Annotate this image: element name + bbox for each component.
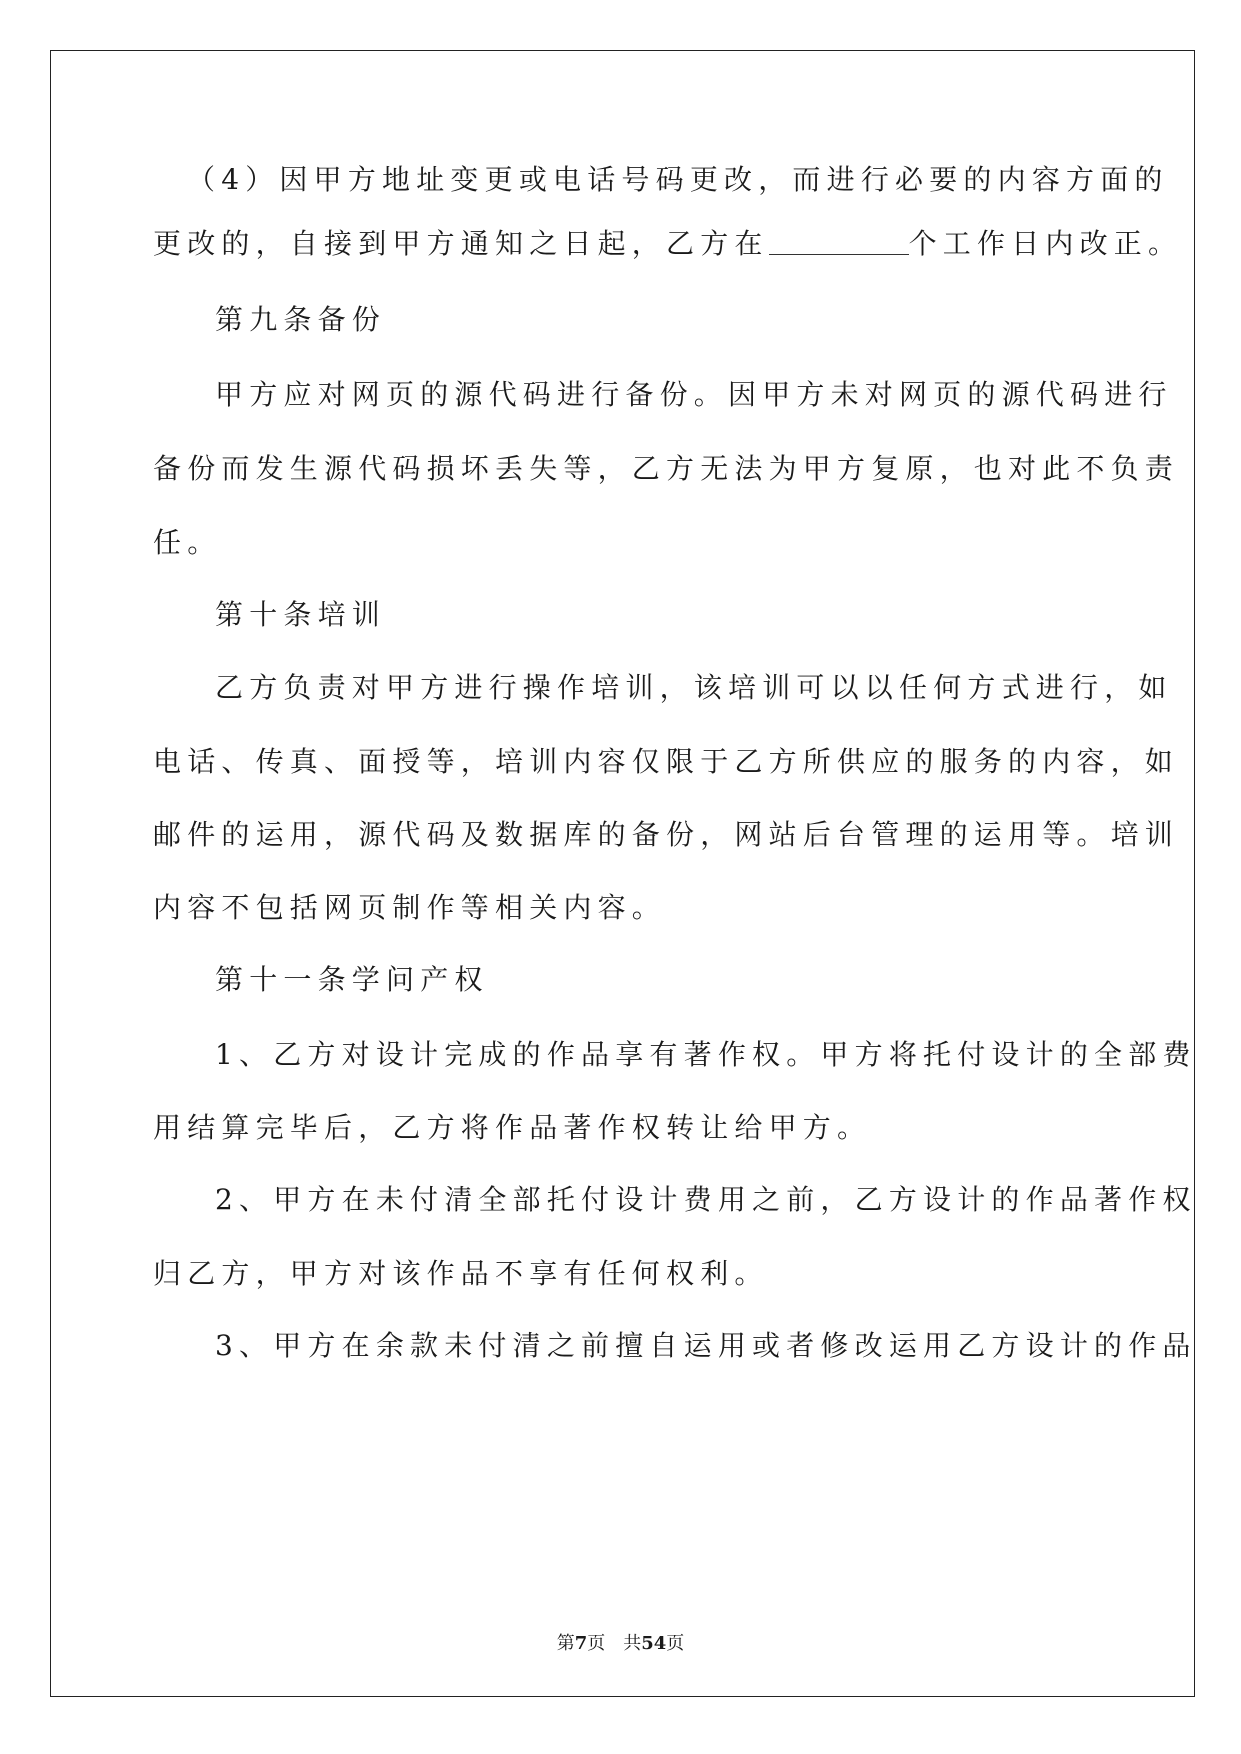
current-page-number: 7 <box>574 1633 588 1654</box>
paragraph-line: 内容不包括网页制作等相关内容。 <box>153 891 667 924</box>
page-number-mid: 页 共 <box>587 1633 642 1654</box>
paragraph-line: （4）因甲方地址变更或电话号码更改，而进行必要的内容方面的 <box>187 163 1169 196</box>
article-9-title: 第九条备份 <box>215 303 387 336</box>
paragraph-line: 3、甲方在余款未付清之前擅自运用或者修改运用乙方设计的作品 <box>215 1329 1197 1362</box>
paragraph-line: 甲方应对网页的源代码进行备份。因甲方未对网页的源代码进行 <box>215 378 1173 411</box>
paragraph-line: 1、乙方对设计完成的作品享有著作权。甲方将托付设计的全部费 <box>215 1038 1197 1071</box>
page-border <box>50 50 1195 1697</box>
text-segment: 更改的，自接到甲方通知之日起，乙方在 <box>153 227 769 260</box>
page-number-suffix: 页 <box>666 1633 685 1654</box>
paragraph-line: 备份而发生源代码损坏丢失等，乙方无法为甲方复原，也对此不负责 <box>153 452 1180 485</box>
page-footer <box>0 1632 1241 1656</box>
paragraph-line: 乙方负责对甲方进行操作培训，该培训可以以任何方式进行，如 <box>215 671 1173 704</box>
paragraph-line: 用结算完毕后，乙方将作品著作权转让给甲方。 <box>153 1111 872 1144</box>
total-page-count: 54 <box>641 1633 667 1654</box>
paragraph-line: 2、甲方在未付清全部托付设计费用之前，乙方设计的作品著作权 <box>215 1183 1197 1216</box>
paragraph-line: 归乙方，甲方对该作品不享有任何权利。 <box>153 1257 769 1290</box>
fill-in-blank <box>769 226 909 255</box>
article-11-title: 第十一条学问产权 <box>215 963 489 996</box>
text-segment: 个工作日内改正。 <box>908 227 1183 260</box>
article-10-title: 第十条培训 <box>215 598 387 631</box>
paragraph-line: 电话、传真、面授等，培训内容仅限于乙方所供应的服务的内容，如 <box>153 745 1180 778</box>
paragraph-line: 任。 <box>153 526 222 559</box>
paragraph-line: 邮件的运用，源代码及数据库的备份，网站后台管理的运用等。培训 <box>153 818 1180 851</box>
page-number-prefix: 第 <box>556 1633 575 1654</box>
paragraph-line <box>153 224 1182 264</box>
